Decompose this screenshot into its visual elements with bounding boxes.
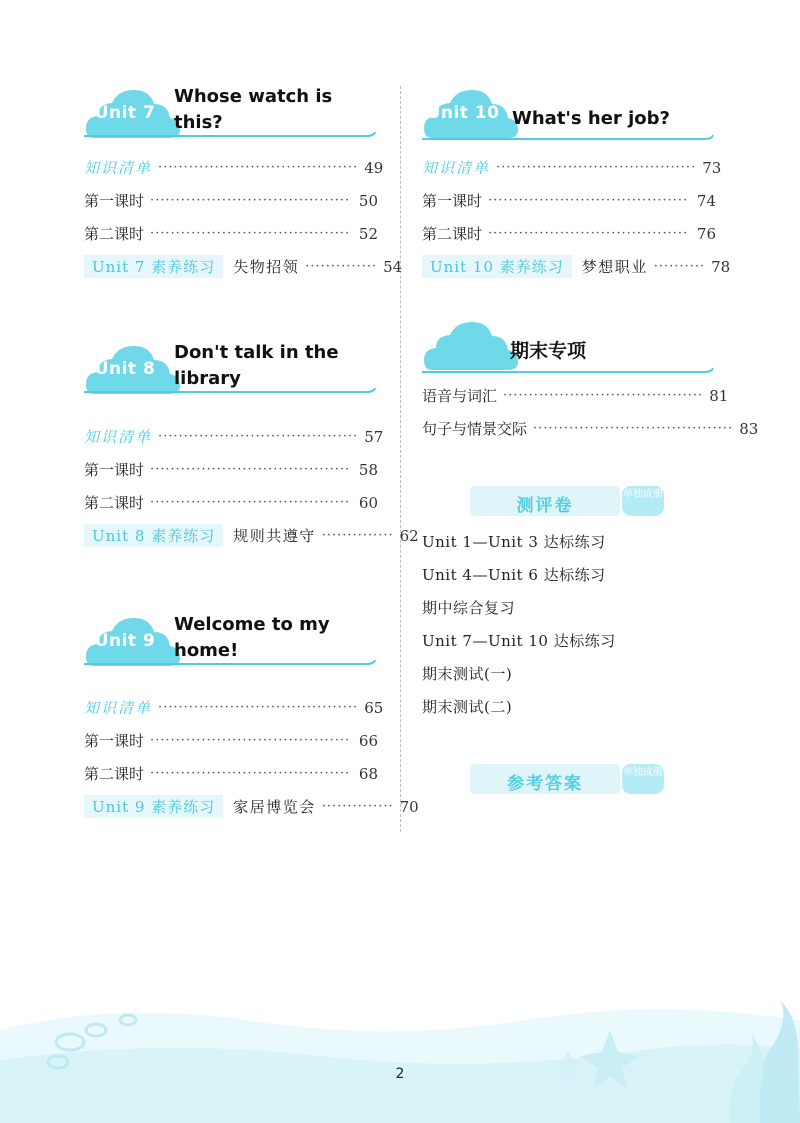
tests-section-pill bbox=[470, 486, 663, 516]
toc-entry-title: 第二课时 bbox=[84, 494, 145, 512]
toc-entry-lesson-2[interactable] bbox=[84, 217, 378, 250]
toc-entry-title: 语音与词汇 bbox=[422, 387, 498, 405]
toc-page-number: 50 bbox=[358, 191, 378, 210]
test-item[interactable]: Unit 4—Unit 6 达标练习 bbox=[422, 566, 606, 584]
toc-page-number: 62 bbox=[399, 526, 419, 545]
practice-tag: Unit 10 素养练习 bbox=[422, 255, 572, 278]
toc-entry-title: 第一课时 bbox=[84, 192, 145, 210]
toc-entry-title: 第一课时 bbox=[84, 732, 145, 750]
unit-9-toc bbox=[84, 691, 419, 823]
unit-label: Unit 8 bbox=[94, 359, 156, 379]
unit-title: Whose watch is this? bbox=[174, 86, 333, 133]
toc-page-number: 68 bbox=[358, 764, 378, 783]
dot-leader: ······································· bbox=[150, 495, 351, 510]
toc-page-number: 70 bbox=[399, 797, 419, 816]
toc-entry-lesson-2[interactable] bbox=[84, 486, 378, 519]
unit-title: Welcome to my home! bbox=[174, 614, 330, 661]
toc-entry-lesson-2[interactable] bbox=[422, 217, 716, 250]
practice-theme: 梦想职业 bbox=[581, 258, 648, 276]
toc-entry-lesson-1[interactable] bbox=[84, 724, 378, 757]
toc-page-number: 49 bbox=[364, 158, 384, 177]
dot-leader: ······································· bbox=[158, 160, 359, 175]
toc-entry-title: 知识清单 bbox=[84, 428, 153, 446]
test-item[interactable]: Unit 7—Unit 10 达标练习 bbox=[422, 632, 616, 650]
unit-7-toc bbox=[84, 151, 403, 283]
page-number: 2 bbox=[395, 1066, 405, 1082]
toc-entry-practice[interactable] bbox=[84, 519, 419, 552]
toc-entry-title: 知识清单 bbox=[84, 699, 153, 717]
toc-entry-knowledge[interactable] bbox=[84, 420, 384, 453]
toc-entry-practice[interactable] bbox=[84, 790, 419, 823]
toc-page-number: 81 bbox=[709, 386, 729, 405]
toc-page-number: 58 bbox=[358, 460, 378, 479]
final-review-header bbox=[422, 316, 712, 376]
toc-entry-knowledge[interactable] bbox=[84, 691, 384, 724]
dot-leader: ······································· bbox=[488, 193, 689, 208]
toc-entry-sentences[interactable] bbox=[422, 412, 759, 445]
test-item[interactable]: 期末测试(二) bbox=[422, 698, 513, 716]
toc-entry-title: 第二课时 bbox=[84, 225, 145, 243]
toc-entry-title: 第一课时 bbox=[84, 461, 145, 479]
test-item[interactable]: Unit 1—Unit 3 达标练习 bbox=[422, 533, 606, 551]
dot-leader: ······································· bbox=[158, 429, 359, 444]
section-title: 期末专项 bbox=[510, 340, 587, 362]
toc-entry-knowledge[interactable] bbox=[422, 151, 722, 184]
toc-page-number: 66 bbox=[358, 731, 378, 750]
unit-10-toc bbox=[422, 151, 731, 283]
separate-booklet-badge: 单独成册 bbox=[622, 764, 664, 794]
toc-entry-practice[interactable] bbox=[84, 250, 403, 283]
dot-leader: ······································· bbox=[150, 733, 351, 748]
header-underline bbox=[422, 135, 714, 143]
dot-leader: ······································· bbox=[150, 193, 351, 208]
header-underline bbox=[84, 132, 376, 140]
toc-entry-title: 第二课时 bbox=[84, 765, 145, 783]
toc-page-number: 76 bbox=[696, 224, 716, 243]
dot-leader: ······································· bbox=[150, 226, 351, 241]
toc-page-number: 57 bbox=[364, 427, 384, 446]
practice-tag: Unit 8 素养练习 bbox=[84, 524, 223, 547]
header-underline bbox=[84, 660, 376, 668]
dot-leader: ·············· bbox=[305, 259, 378, 274]
toc-entry-lesson-1[interactable] bbox=[84, 184, 378, 217]
cloud-icon bbox=[422, 316, 522, 376]
tests-label: 测评卷 bbox=[516, 496, 574, 516]
practice-theme: 家居博览会 bbox=[233, 798, 316, 816]
toc-entry-knowledge[interactable] bbox=[84, 151, 384, 184]
dot-leader: ·············· bbox=[321, 799, 394, 814]
dot-leader: ·············· bbox=[321, 528, 394, 543]
dot-leader: ······································· bbox=[503, 388, 704, 403]
unit-label: Unit 10 bbox=[426, 103, 500, 123]
unit-title: Don't talk in the library bbox=[174, 342, 339, 389]
toc-page-number: 74 bbox=[696, 191, 716, 210]
toc-entry-lesson-2[interactable] bbox=[84, 757, 378, 790]
toc-entry-title: 第一课时 bbox=[422, 192, 483, 210]
dot-leader: ······································· bbox=[488, 226, 689, 241]
toc-page-number: 78 bbox=[711, 257, 731, 276]
ocean-footer-decoration bbox=[0, 990, 800, 1123]
toc-entry-practice[interactable] bbox=[422, 250, 731, 283]
toc-entry-title: 知识清单 bbox=[422, 159, 491, 177]
test-item[interactable]: 期中综合复习 bbox=[422, 599, 516, 617]
practice-theme: 规则共遵守 bbox=[233, 527, 316, 545]
toc-entry-phonics-vocab[interactable] bbox=[422, 379, 729, 412]
toc-page-number: 65 bbox=[364, 698, 384, 717]
answers-section-pill bbox=[470, 764, 663, 794]
toc-page-number: 52 bbox=[358, 224, 378, 243]
answers-label: 参考答案 bbox=[507, 774, 583, 794]
dot-leader: ······································· bbox=[150, 462, 351, 477]
dot-leader: ······································· bbox=[496, 160, 697, 175]
toc-entry-lesson-1[interactable] bbox=[84, 453, 378, 486]
toc-page-number: 54 bbox=[383, 257, 403, 276]
toc-page-number: 60 bbox=[358, 493, 378, 512]
header-underline bbox=[422, 368, 714, 376]
dot-leader: ······································· bbox=[533, 421, 734, 436]
column-divider bbox=[400, 86, 401, 832]
unit-title: What's her job? bbox=[512, 108, 670, 129]
unit-8-toc bbox=[84, 420, 419, 552]
unit-label: Unit 7 bbox=[94, 103, 156, 123]
toc-page-number: 83 bbox=[739, 419, 759, 438]
final-review-toc bbox=[422, 379, 759, 445]
toc-entry-title: 知识清单 bbox=[84, 159, 153, 177]
practice-tag: Unit 9 素养练习 bbox=[84, 795, 223, 818]
dot-leader: ·········· bbox=[653, 259, 706, 274]
toc-entry-title: 第二课时 bbox=[422, 225, 483, 243]
practice-theme: 失物招领 bbox=[233, 258, 300, 276]
unit-label: Unit 9 bbox=[94, 631, 156, 651]
toc-entry-lesson-1[interactable] bbox=[422, 184, 716, 217]
practice-tag: Unit 7 素养练习 bbox=[84, 255, 223, 278]
test-item[interactable]: 期末测试(一) bbox=[422, 665, 513, 683]
header-underline bbox=[84, 388, 376, 396]
dot-leader: ······································· bbox=[150, 766, 351, 781]
toc-entry-title: 句子与情景交际 bbox=[422, 420, 528, 438]
toc-page-number: 73 bbox=[702, 158, 722, 177]
separate-booklet-badge: 单独成册 bbox=[622, 486, 664, 516]
dot-leader: ······································· bbox=[158, 700, 359, 715]
tests-list bbox=[422, 526, 616, 724]
